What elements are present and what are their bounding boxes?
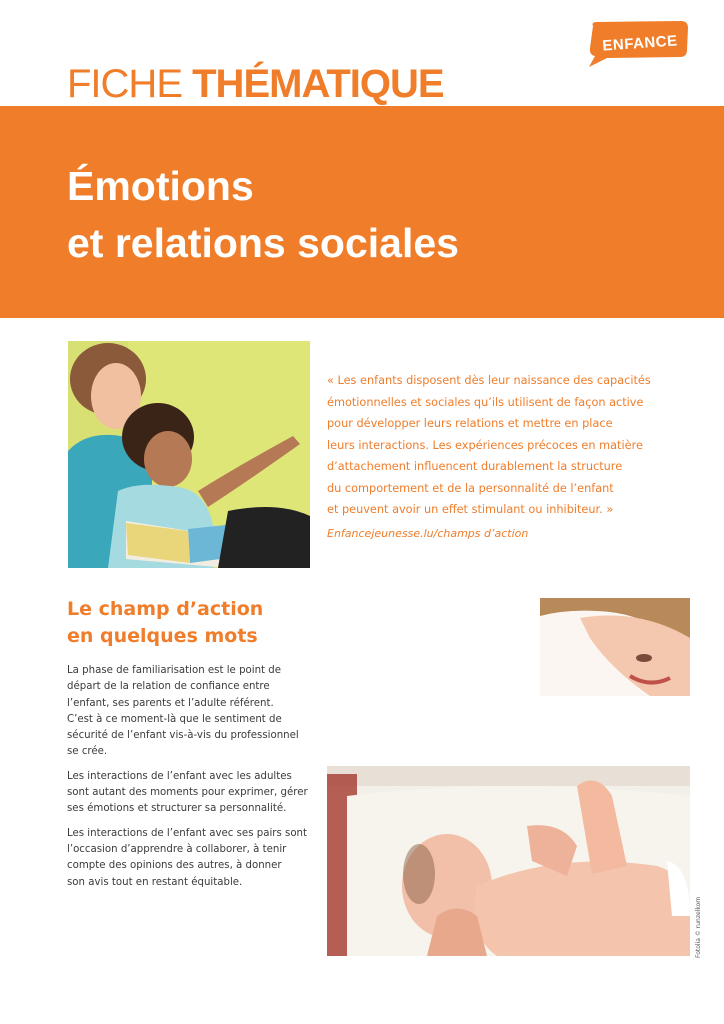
body-line: C’est à ce moment-là que le sentiment de: [67, 713, 282, 725]
body-line: Les interactions de l’enfant avec les adultes: [67, 770, 292, 782]
quote-line: leurs interactions. Les expériences précoces en matière: [327, 438, 643, 452]
quote-line: et peuvent avoir un effet stimulant ou inhibiteur. »: [327, 503, 614, 516]
body-line: l’enfant, ses parents et l’adulte référent.: [67, 697, 274, 709]
fiche-label: FICHE: [67, 62, 193, 106]
section-body: [67, 663, 317, 899]
photo-baby-changing-table: [327, 766, 690, 956]
page-title-line-2: et relations sociales: [67, 220, 459, 266]
section-heading-line-2: en quelques mots: [67, 625, 258, 647]
quote-line: pour développer leurs relations et mettre en place: [327, 417, 613, 430]
body-line: sécurité de l’enfant vis-à-vis du professionnel: [67, 730, 299, 742]
logo-text: ENFANCE: [601, 32, 679, 55]
body-line: Les interactions de l’enfant avec ses pairs sont: [67, 827, 308, 839]
page-title-line-1: Émotions: [67, 163, 254, 209]
photo-mother-child-reading: [68, 341, 310, 568]
body-line: départ de la relation de confiance entre: [67, 681, 270, 693]
section-heading-line-1: Le champ d’action: [67, 598, 264, 620]
body-line: l’occasion d’apprendre à collaborer, à tenir: [67, 843, 287, 855]
photo-smiling-woman: [540, 598, 690, 696]
body-line: La phase de familiarisation est le point de: [67, 665, 282, 676]
intro-quote: [327, 370, 677, 521]
photo-credit: Fotolia © runzelkorn: [695, 896, 702, 958]
body-paragraph-3: [67, 826, 317, 891]
quote-line: du comportement et de la personnalité de l’enfant: [327, 481, 614, 495]
body-line: se crée.: [67, 746, 108, 758]
quote-line: d’attachement influencent durablement la structure: [327, 460, 623, 473]
enfance-logo: [585, 20, 689, 68]
body-line: ses émotions et structurer sa personnalité.: [67, 803, 287, 815]
title-banner: [0, 106, 724, 318]
body-line: compte des opinions des autres, à donner: [67, 860, 282, 872]
quote-source-link[interactable]: Enfancejeunesse.lu/champs d’action: [327, 527, 529, 540]
section-heading: [67, 596, 263, 650]
body-paragraph-2: [67, 769, 317, 818]
body-line: sont autant des moments pour exprimer, gérer: [67, 787, 308, 799]
thematique-label: THÉMATIQUE: [192, 62, 444, 106]
quote-line: « Les enfants disposent dès leur naissance des capacités: [327, 374, 651, 387]
fiche-thematique-label: [67, 62, 444, 106]
body-line: son avis tout en restant équitable.: [67, 876, 243, 888]
quote-line: émotionnelles et sociales qu’ils utilisent de façon active: [327, 395, 644, 409]
body-paragraph-1: [67, 663, 317, 761]
page-title: [67, 158, 459, 272]
